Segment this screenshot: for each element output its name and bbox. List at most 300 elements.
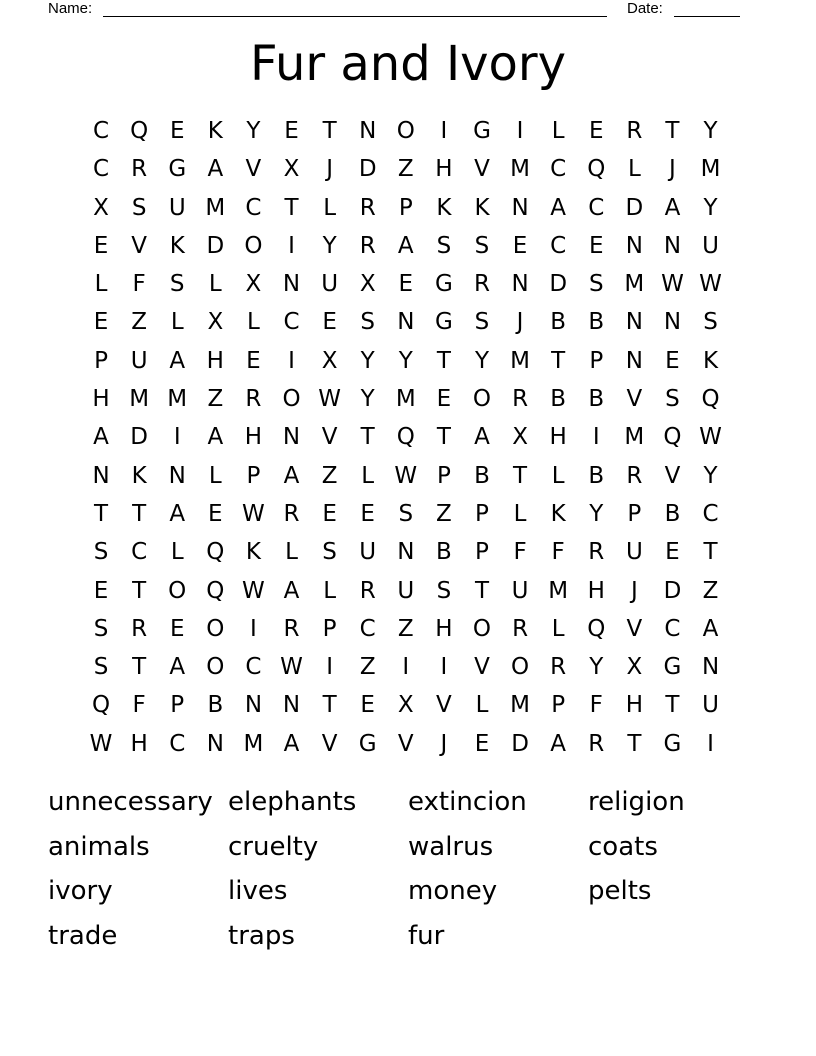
- grid-letter[interactable]: J: [440, 730, 448, 757]
- grid-letter[interactable]: C: [664, 615, 681, 642]
- grid-letter[interactable]: Z: [321, 462, 338, 489]
- grid-letter[interactable]: N: [244, 692, 263, 719]
- grid-letter[interactable]: C: [550, 156, 567, 183]
- grid-letter[interactable]: K: [436, 194, 452, 221]
- grid-letter[interactable]: L: [94, 271, 108, 298]
- grid-letter[interactable]: I: [288, 232, 295, 259]
- grid-letter[interactable]: R: [512, 615, 529, 642]
- grid-letter[interactable]: P: [475, 539, 489, 566]
- grid-letter[interactable]: N: [206, 730, 224, 757]
- grid-letter[interactable]: K: [169, 232, 185, 259]
- grid-letter[interactable]: N: [168, 462, 186, 489]
- grid-letter[interactable]: O: [206, 615, 225, 642]
- grid-letter[interactable]: Z: [397, 615, 414, 642]
- grid-letter[interactable]: X: [283, 156, 300, 183]
- grid-letter[interactable]: M: [510, 156, 530, 183]
- grid-letter[interactable]: N: [625, 309, 643, 336]
- grid-letter[interactable]: W: [89, 730, 113, 757]
- grid-letter[interactable]: A: [283, 730, 300, 757]
- grid-letter[interactable]: I: [250, 615, 257, 642]
- grid-letter[interactable]: Y: [474, 347, 490, 374]
- grid-letter[interactable]: P: [589, 347, 604, 374]
- grid-letter[interactable]: L: [361, 462, 375, 489]
- grid-letter[interactable]: L: [170, 539, 184, 566]
- grid-letter[interactable]: A: [550, 194, 567, 221]
- grid-letter[interactable]: P: [551, 692, 566, 719]
- grid-letter[interactable]: D: [358, 156, 377, 183]
- grid-letter[interactable]: A: [702, 615, 719, 642]
- grid-letter[interactable]: H: [92, 386, 110, 413]
- grid-letter[interactable]: S: [665, 386, 680, 413]
- grid-letter[interactable]: I: [326, 654, 333, 681]
- grid-letter[interactable]: A: [169, 654, 186, 681]
- grid-letter[interactable]: M: [548, 577, 569, 604]
- letter-grid: [82, 112, 730, 763]
- word-list-item: pelts: [588, 876, 652, 906]
- grid-letter[interactable]: E: [665, 347, 680, 374]
- grid-letter[interactable]: N: [625, 347, 643, 374]
- grid-letter[interactable]: D: [549, 271, 568, 298]
- grid-letter[interactable]: O: [244, 232, 263, 259]
- grid-letter[interactable]: D: [625, 194, 644, 221]
- grid-letter[interactable]: B: [474, 462, 490, 489]
- grid-letter[interactable]: G: [663, 654, 682, 681]
- grid-letter[interactable]: C: [245, 654, 262, 681]
- grid-letter[interactable]: R: [131, 156, 148, 183]
- grid-letter[interactable]: C: [702, 500, 719, 527]
- grid-letter[interactable]: T: [284, 194, 299, 221]
- grid-letter[interactable]: F: [513, 539, 527, 566]
- grid-letter[interactable]: A: [93, 424, 109, 451]
- grid-letter[interactable]: L: [323, 577, 337, 604]
- grid-letter[interactable]: P: [246, 462, 261, 489]
- grid-letter[interactable]: C: [588, 194, 605, 221]
- grid-letter[interactable]: E: [93, 232, 109, 259]
- grid-letter[interactable]: F: [132, 692, 146, 719]
- grid-letter[interactable]: Y: [589, 500, 604, 527]
- grid-letter[interactable]: P: [627, 500, 642, 527]
- grid-letter[interactable]: F: [132, 271, 146, 298]
- grid-letter[interactable]: W: [242, 500, 265, 527]
- grid-letter[interactable]: E: [665, 539, 680, 566]
- grid-letter[interactable]: C: [93, 118, 110, 144]
- grid-letter[interactable]: V: [626, 615, 643, 642]
- grid-letter[interactable]: Z: [207, 386, 224, 413]
- grid-letter[interactable]: H: [206, 347, 224, 374]
- grid-letter[interactable]: V: [664, 462, 681, 489]
- grid-letter[interactable]: Q: [206, 577, 225, 604]
- grid-letter[interactable]: E: [169, 118, 185, 144]
- grid-letter[interactable]: O: [472, 615, 492, 642]
- grid-letter[interactable]: Q: [130, 118, 149, 144]
- grid-letter[interactable]: P: [322, 615, 337, 642]
- grid-letter[interactable]: U: [168, 194, 186, 221]
- grid-letter[interactable]: O: [511, 654, 530, 681]
- grid-letter[interactable]: Q: [701, 386, 720, 413]
- grid-letter[interactable]: E: [322, 500, 337, 527]
- grid-letter[interactable]: B: [664, 500, 681, 527]
- grid-letter[interactable]: E: [360, 500, 375, 527]
- grid-letter[interactable]: B: [436, 539, 452, 566]
- grid-letter[interactable]: F: [589, 692, 603, 719]
- grid-letter[interactable]: S: [588, 271, 604, 298]
- grid-letter[interactable]: Q: [396, 424, 415, 451]
- grid-letter[interactable]: T: [703, 539, 718, 566]
- grid-letter[interactable]: T: [132, 654, 147, 681]
- grid-letter[interactable]: E: [284, 118, 299, 144]
- grid-letter[interactable]: S: [93, 654, 109, 681]
- grid-letter[interactable]: O: [168, 577, 187, 604]
- grid-letter[interactable]: T: [474, 577, 490, 604]
- grid-letter[interactable]: L: [475, 692, 489, 719]
- grid-letter[interactable]: N: [511, 271, 529, 298]
- grid-letter[interactable]: K: [474, 194, 490, 221]
- grid-letter[interactable]: A: [664, 194, 681, 221]
- grid-letter[interactable]: Y: [360, 386, 375, 413]
- grid-letter[interactable]: A: [474, 424, 490, 451]
- grid-letter[interactable]: O: [206, 654, 225, 681]
- grid-letter[interactable]: U: [511, 577, 529, 604]
- grid-letter[interactable]: S: [322, 539, 337, 566]
- grid-letter[interactable]: N: [397, 539, 415, 566]
- grid-letter[interactable]: I: [516, 118, 524, 144]
- grid-letter[interactable]: R: [359, 577, 376, 604]
- grid-letter[interactable]: W: [318, 386, 341, 413]
- grid-letter[interactable]: M: [624, 424, 645, 451]
- grid-letter[interactable]: H: [244, 424, 263, 451]
- grid-letter[interactable]: J: [630, 577, 638, 604]
- grid-letter[interactable]: T: [436, 424, 451, 451]
- grid-letter[interactable]: N: [625, 232, 643, 259]
- grid-letter[interactable]: P: [94, 347, 108, 374]
- grid-letter[interactable]: G: [663, 730, 682, 757]
- grid-letter[interactable]: T: [551, 347, 566, 374]
- name-label: Name:: [48, 0, 93, 17]
- grid-letter[interactable]: S: [474, 309, 490, 336]
- grid-letter[interactable]: R: [131, 615, 148, 642]
- grid-letter[interactable]: R: [283, 615, 300, 642]
- grid-letter[interactable]: L: [208, 462, 222, 489]
- grid-letter[interactable]: N: [663, 232, 682, 259]
- grid-letter[interactable]: G: [434, 271, 453, 298]
- grid-letter[interactable]: U: [702, 692, 719, 719]
- grid-letter[interactable]: G: [434, 309, 453, 336]
- grid-letter[interactable]: T: [322, 118, 337, 144]
- grid-letter[interactable]: S: [398, 500, 414, 527]
- grid-letter[interactable]: T: [436, 347, 451, 374]
- grid-letter[interactable]: L: [170, 309, 184, 336]
- grid-letter[interactable]: A: [550, 730, 567, 757]
- grid-letter[interactable]: X: [93, 194, 109, 221]
- grid-letter[interactable]: M: [624, 271, 645, 298]
- grid-letter[interactable]: X: [626, 654, 643, 681]
- grid-letter[interactable]: X: [359, 271, 376, 298]
- grid-letter[interactable]: Y: [398, 347, 413, 374]
- grid-letter[interactable]: D: [663, 577, 682, 604]
- grid-letter[interactable]: W: [699, 424, 722, 451]
- grid-letter[interactable]: U: [397, 577, 415, 604]
- grid-letter[interactable]: U: [359, 539, 377, 566]
- grid-letter[interactable]: U: [625, 539, 643, 566]
- grid-letter[interactable]: I: [440, 654, 448, 681]
- grid-letter[interactable]: B: [588, 386, 605, 413]
- grid-letter[interactable]: M: [205, 194, 226, 221]
- grid-letter[interactable]: E: [93, 309, 109, 336]
- word-list-item: walrus: [408, 831, 494, 862]
- grid-letter[interactable]: Y: [246, 118, 261, 144]
- grid-letter[interactable]: H: [435, 156, 453, 183]
- grid-letter[interactable]: V: [474, 654, 490, 681]
- grid-letter[interactable]: V: [321, 424, 338, 451]
- grid-letter[interactable]: T: [94, 500, 109, 527]
- grid-letter[interactable]: N: [359, 118, 377, 144]
- grid-letter[interactable]: O: [396, 118, 415, 144]
- grid-letter[interactable]: S: [93, 615, 109, 642]
- grid-letter[interactable]: C: [283, 309, 300, 336]
- grid-letter[interactable]: M: [167, 386, 188, 413]
- grid-letter[interactable]: B: [588, 462, 605, 489]
- grid-letter[interactable]: G: [358, 730, 377, 757]
- grid-letter[interactable]: V: [397, 730, 414, 757]
- grid-letter[interactable]: C: [359, 615, 376, 642]
- grid-letter[interactable]: Z: [359, 654, 376, 681]
- grid-letter[interactable]: H: [549, 424, 567, 451]
- grid-letter[interactable]: E: [208, 500, 223, 527]
- grid-row: [82, 189, 730, 227]
- grid-letter[interactable]: T: [665, 118, 680, 144]
- grid-letter[interactable]: R: [283, 500, 300, 527]
- grid-letter[interactable]: L: [551, 462, 565, 489]
- grid-letter[interactable]: J: [516, 309, 524, 336]
- grid-letter[interactable]: Q: [206, 539, 225, 566]
- grid-letter[interactable]: C: [245, 194, 262, 221]
- grid-letter[interactable]: U: [130, 347, 148, 374]
- grid-letter[interactable]: O: [472, 386, 492, 413]
- grid-letter[interactable]: A: [397, 232, 414, 259]
- grid-letter[interactable]: V: [131, 232, 147, 259]
- grid-letter[interactable]: G: [168, 156, 187, 183]
- grid-letter[interactable]: Y: [360, 347, 375, 374]
- grid-letter[interactable]: P: [475, 500, 489, 527]
- grid-letter[interactable]: M: [129, 386, 150, 413]
- grid-letter[interactable]: V: [626, 386, 643, 413]
- grid-letter[interactable]: I: [288, 347, 295, 374]
- grid-letter[interactable]: K: [207, 118, 223, 144]
- grid-letter[interactable]: N: [397, 309, 415, 336]
- grid-letter[interactable]: V: [245, 156, 262, 183]
- grid-letter[interactable]: S: [436, 577, 452, 604]
- grid-letter[interactable]: R: [588, 539, 605, 566]
- grid-letter[interactable]: W: [280, 654, 303, 681]
- grid-letter[interactable]: C: [131, 539, 148, 566]
- grid-letter[interactable]: R: [626, 462, 643, 489]
- grid-letter[interactable]: Y: [703, 462, 718, 489]
- grid-letter[interactable]: Q: [587, 156, 606, 183]
- grid-letter[interactable]: T: [665, 692, 680, 719]
- grid-letter[interactable]: Y: [589, 654, 604, 681]
- word-list-item: unnecessary: [48, 787, 213, 817]
- grid-letter[interactable]: T: [132, 500, 147, 527]
- grid-letter[interactable]: L: [627, 156, 641, 183]
- grid-letter[interactable]: Y: [703, 118, 718, 144]
- grid-letter[interactable]: E: [474, 730, 490, 757]
- grid-letter[interactable]: Z: [397, 156, 414, 183]
- grid-letter[interactable]: U: [702, 232, 719, 259]
- grid-letter[interactable]: Y: [322, 232, 337, 259]
- grid-letter[interactable]: E: [169, 615, 185, 642]
- grid-letter[interactable]: Z: [131, 309, 148, 336]
- grid-letter[interactable]: Q: [587, 615, 606, 642]
- grid-letter[interactable]: W: [242, 577, 265, 604]
- grid-letter[interactable]: L: [551, 118, 565, 144]
- grid-letter[interactable]: K: [703, 347, 719, 374]
- grid-letter[interactable]: N: [92, 462, 110, 489]
- grid-letter[interactable]: H: [435, 615, 453, 642]
- grid-letter[interactable]: M: [510, 692, 530, 719]
- grid-letter[interactable]: L: [247, 309, 260, 336]
- grid-letter[interactable]: K: [131, 462, 147, 489]
- grid-letter[interactable]: T: [322, 692, 337, 719]
- grid-letter[interactable]: R: [245, 386, 262, 413]
- grid-letter[interactable]: I: [440, 118, 448, 144]
- grid-letter[interactable]: N: [511, 194, 529, 221]
- grid-letter[interactable]: B: [207, 692, 224, 719]
- word-list-item: ivory: [48, 876, 113, 906]
- grid-letter[interactable]: B: [550, 309, 567, 336]
- grid-letter[interactable]: A: [207, 424, 224, 451]
- grid-letter[interactable]: F: [551, 539, 565, 566]
- grid-letter[interactable]: Z: [436, 500, 452, 527]
- grid-letter[interactable]: I: [173, 424, 181, 451]
- grid-letter[interactable]: C: [169, 730, 186, 757]
- grid-letter[interactable]: M: [243, 730, 264, 757]
- date-field-line[interactable]: [674, 16, 740, 17]
- grid-letter[interactable]: C: [550, 232, 567, 259]
- grid-letter[interactable]: E: [398, 271, 414, 298]
- grid-letter[interactable]: R: [550, 654, 567, 681]
- grid-letter[interactable]: A: [169, 347, 186, 374]
- grid-letter[interactable]: G: [473, 118, 491, 144]
- grid-letter[interactable]: S: [169, 271, 185, 298]
- grid-letter[interactable]: M: [510, 347, 530, 374]
- grid-letter[interactable]: L: [323, 194, 337, 221]
- grid-letter[interactable]: S: [436, 232, 452, 259]
- date-label: Date:: [627, 0, 663, 17]
- grid-letter[interactable]: T: [360, 424, 375, 451]
- grid-letter[interactable]: B: [550, 386, 567, 413]
- grid-letter[interactable]: K: [245, 539, 261, 566]
- grid-letter[interactable]: Q: [91, 692, 111, 719]
- grid-letter[interactable]: R: [473, 271, 490, 298]
- grid-letter[interactable]: T: [627, 730, 642, 757]
- grid-letter[interactable]: Q: [663, 424, 682, 451]
- grid-letter[interactable]: P: [436, 462, 451, 489]
- grid-letter[interactable]: M: [395, 386, 416, 413]
- grid-letter[interactable]: S: [131, 194, 147, 221]
- grid-letter[interactable]: I: [402, 654, 410, 681]
- grid-letter[interactable]: T: [513, 462, 528, 489]
- grid-letter[interactable]: U: [321, 271, 339, 298]
- grid-letter[interactable]: M: [700, 156, 721, 183]
- grid-letter[interactable]: E: [436, 386, 452, 413]
- grid-letter[interactable]: Y: [703, 194, 718, 221]
- grid-letter[interactable]: E: [322, 309, 337, 336]
- grid-letter[interactable]: V: [321, 730, 338, 757]
- grid-letter[interactable]: X: [397, 692, 414, 719]
- grid-letter[interactable]: N: [701, 654, 720, 681]
- grid-letter[interactable]: X: [245, 271, 262, 298]
- grid-letter[interactable]: X: [512, 424, 528, 451]
- grid-letter[interactable]: X: [321, 347, 338, 374]
- grid-letter[interactable]: H: [587, 577, 605, 604]
- grid-letter[interactable]: N: [282, 692, 301, 719]
- grid-letter[interactable]: W: [394, 462, 418, 489]
- grid-letter[interactable]: R: [359, 194, 376, 221]
- grid-letter[interactable]: I: [707, 730, 714, 757]
- grid-letter[interactable]: E: [246, 347, 261, 374]
- grid-letter[interactable]: R: [626, 118, 643, 144]
- grid-letter[interactable]: K: [550, 500, 566, 527]
- grid-letter[interactable]: O: [282, 386, 301, 413]
- grid-letter[interactable]: E: [360, 692, 375, 719]
- grid-letter[interactable]: Z: [702, 577, 719, 604]
- grid-letter[interactable]: R: [512, 386, 529, 413]
- grid-letter[interactable]: N: [663, 309, 682, 336]
- grid-letter[interactable]: L: [513, 500, 527, 527]
- grid-letter[interactable]: B: [588, 309, 605, 336]
- grid-letter[interactable]: N: [282, 424, 301, 451]
- grid-letter[interactable]: R: [588, 730, 605, 757]
- grid-letter[interactable]: A: [283, 462, 300, 489]
- grid-letter[interactable]: V: [436, 692, 452, 719]
- grid-row: [82, 303, 730, 341]
- grid-letter[interactable]: E: [588, 118, 604, 144]
- grid-letter[interactable]: P: [170, 692, 185, 719]
- grid-letter[interactable]: J: [669, 156, 676, 183]
- grid-letter[interactable]: L: [208, 271, 222, 298]
- grid-letter[interactable]: S: [474, 232, 490, 259]
- grid-letter[interactable]: L: [551, 615, 565, 642]
- grid-letter[interactable]: C: [93, 156, 110, 183]
- grid-letter[interactable]: S: [93, 539, 109, 566]
- grid-letter[interactable]: W: [661, 271, 684, 298]
- grid-letter[interactable]: J: [326, 156, 333, 183]
- grid-letter[interactable]: A: [169, 500, 186, 527]
- grid-letter[interactable]: S: [360, 309, 375, 336]
- grid-letter[interactable]: D: [511, 730, 529, 757]
- grid-letter[interactable]: D: [206, 232, 225, 259]
- grid-letter[interactable]: H: [130, 730, 148, 757]
- grid-letter[interactable]: L: [285, 539, 298, 566]
- name-field-line[interactable]: [103, 16, 607, 17]
- grid-letter[interactable]: T: [132, 577, 147, 604]
- grid-letter[interactable]: D: [130, 424, 148, 451]
- grid-letter[interactable]: E: [93, 577, 109, 604]
- grid-letter[interactable]: S: [703, 309, 718, 336]
- grid-letter[interactable]: P: [398, 194, 413, 221]
- grid-letter[interactable]: A: [207, 156, 224, 183]
- grid-letter[interactable]: A: [283, 577, 300, 604]
- grid-letter[interactable]: E: [512, 232, 528, 259]
- grid-letter[interactable]: I: [592, 424, 600, 451]
- grid-letter[interactable]: V: [474, 156, 490, 183]
- grid-letter[interactable]: W: [699, 271, 722, 298]
- grid-letter[interactable]: X: [207, 309, 224, 336]
- grid-letter[interactable]: R: [359, 232, 376, 259]
- grid-letter[interactable]: H: [625, 692, 643, 719]
- grid-letter[interactable]: E: [588, 232, 604, 259]
- grid-letter[interactable]: N: [282, 271, 301, 298]
